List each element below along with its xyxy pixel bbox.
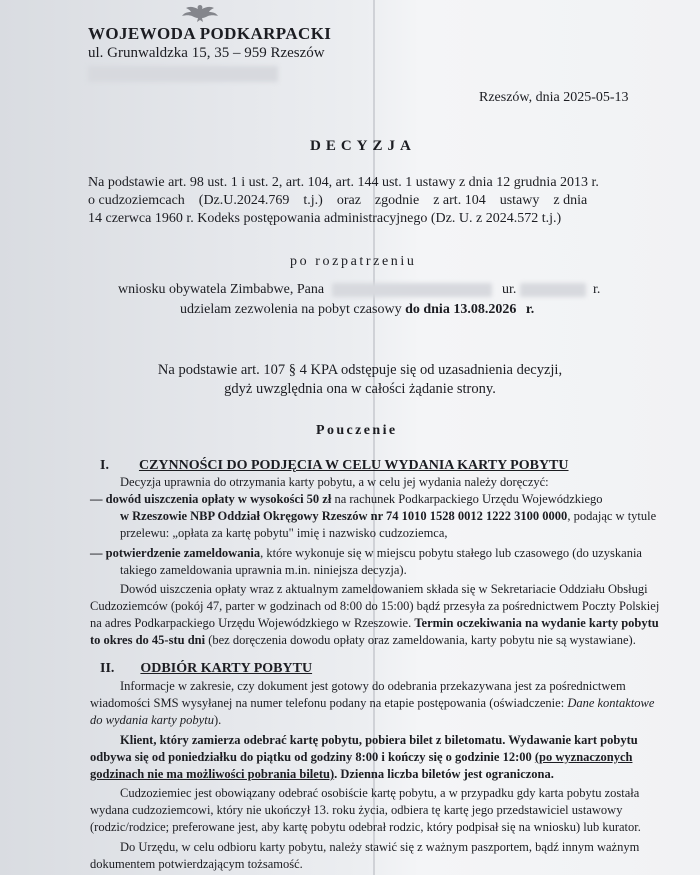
redacted-name (332, 283, 492, 297)
waiting-time-note: (bez doręczenia dowodu opłaty oraz zameldowania, karty pobytu nie są wystawiane). (205, 633, 636, 647)
legal-basis-line: Na podstawie art. 98 ust. 1 i ust. 2, art. 104, art. 144 ust. 1 ustawy z dnia 12 grudnia 2013 r. (88, 175, 599, 190)
submission-line: Dowód uiszczenia opłaty wraz z aktualnym zameldowaniem składa się w Sekretariacie Oddziału Obsługi (120, 582, 648, 596)
section-1-header (100, 456, 569, 474)
submission-line (90, 632, 660, 649)
list-dash: — (90, 546, 106, 560)
section-2-title: ODBIÓR KARTY POBYTU (140, 661, 313, 676)
list-item-cont: przelewu: „opłata za kartę pobytu" imię i nazwisko cudzoziemca, (120, 526, 448, 540)
contact-statement: Dane kontaktowe (567, 696, 655, 710)
submission-line: Cudzoziemców (pokój 47, parter w godzinach od 8:00 do 15:00) bądź przesyła za pośrednictwem Poczty Polskiej (90, 599, 660, 613)
application-text: wniosku obywatela Zimbabwe, Pana (118, 282, 325, 297)
document-title: DECYZJA (310, 138, 416, 154)
pickup-hours: odbywa się od poniedziałku do piątku od godziny 8:00 i kończy się o godzinie 12:00 (90, 750, 535, 764)
sms-info-line (90, 695, 660, 712)
ticket-text: Klient, który zamierza odebrać kartę pobytu, pobiera bilet z biletomatu. Wydawanie kart pobytu (120, 733, 638, 747)
personal-pickup-line: Cudzoziemiec jest obowiązany odebrać osobiście kartę pobytu, a w przypadku gdy karta pobytu została (120, 786, 640, 800)
sms-info-text: wiadomości SMS wysyłanej na numer telefonu podany na etapie postępowania (oświadczenie: (90, 696, 568, 710)
fee-account-owner: na rachunek Podkarpackiego Urzędu Wojewódzkiego (331, 492, 603, 506)
institution-address: ul. Grunwaldzka 15, 35 – 959 Rzeszów (88, 45, 325, 61)
list-dash: — (90, 492, 106, 506)
section-2-header (100, 659, 312, 677)
list-item-cont: takiego zameldowania uprawnia m.in. niniejsza decyzja). (120, 563, 407, 577)
legal-basis-line: 14 czerwca 1960 r. Kodeks postępowania administracyjnego (Dz. U. z 2024.572 t.j.) (88, 211, 562, 226)
year-suffix: r. (593, 282, 601, 297)
list-item (90, 545, 660, 562)
registration-text: , które wykonuje się w miejscu pobytu stałego lub czasowego (do uzyskania (260, 546, 642, 560)
submission-line (90, 615, 660, 632)
contact-statement-cont: do wydania karty pobytu (90, 713, 214, 727)
ticket-line (90, 732, 660, 749)
legal-basis-line: o cudzoziemcach (Dz.U.2024.769 t.j.) oraz zgodnie z art. 104 ustawy z dnia (88, 193, 588, 208)
section-1-title: CZYNNOŚCI DO PODJĘCIA W CELU WYDANIA KARTY POBYTU (138, 458, 569, 473)
application-line-1 (118, 282, 324, 298)
transfer-title-hint: , podając w tytule (567, 509, 657, 523)
eagle-emblem-icon (178, 2, 222, 24)
decision-date: Rzeszów, dnia 2025-05-13 (479, 90, 629, 105)
section-1-number: I. (100, 458, 109, 473)
personal-pickup-line: (rodzic/rodzice; preferowane jest, aby kartę pobytu odebrał rodzic, który podpisał się na wniosku) lub kurator. (90, 820, 641, 834)
kpa-line: Na podstawie art. 107 § 4 KPA odstępuje się od uzasadnienia decyzji, (157, 362, 563, 378)
submission-address: na adres Podkarpackiego Urzędu Wojewódzkiego w Rzeszowie. (90, 616, 415, 630)
kpa-note (140, 361, 580, 399)
permit-expiry: do dnia 13.08.2026 (405, 302, 517, 317)
after-review-heading: po rozpatrzeniu (290, 254, 417, 269)
pickup-hours-note-cont: godzinach nie ma możliwości pobrania biletu) (90, 767, 335, 781)
registration-proof: potwierdzenie zameldowania (105, 546, 261, 560)
id-requirement-line: Do Urzędu, w celu odbioru karty pobytu, należy stawić się z ważnym paszportem, bądź innym ważnym (120, 840, 640, 854)
ticket-limit: . Dzienna liczba biletów jest ograniczona. (334, 767, 554, 781)
permit-year-suffix: r. (525, 302, 535, 317)
sms-info-end: ). (213, 713, 222, 727)
section-2-body (90, 678, 660, 873)
redacted-birthdate (520, 283, 586, 297)
bank-account: w Rzeszowie NBP Oddział Okręgowy Rzeszów nr 74 1010 1528 0012 1222 3100 0000 (120, 509, 568, 523)
pickup-hours-note: (po wyznaczonych (534, 750, 633, 764)
list-item-cont (90, 508, 660, 525)
waiting-time-value: to okres do 45-stu dni (90, 633, 206, 647)
application-line-2 (180, 302, 534, 318)
section-2-number: II. (100, 661, 115, 676)
ticket-line (90, 749, 660, 766)
permit-text: udzielam zezwolenia na pobyt czasowy (180, 302, 402, 317)
section-1-intro: Decyzja uprawnia do otrzymania karty pobytu, a w celu jej wydania należy doręczyć: (120, 475, 549, 489)
redacted-block (88, 66, 278, 82)
sms-info-line (90, 712, 660, 729)
instruction-heading: Pouczenie (316, 423, 398, 438)
personal-pickup-line: wydana cudzoziemcowi, który nie ukończył 13. roku życia, odbiera tę kartę jego przedstawiciel ustawowy (90, 803, 623, 817)
waiting-time-label: Termin oczekiwania na wydanie karty pobytu (414, 616, 659, 630)
section-1-body (90, 474, 660, 649)
legal-basis (88, 174, 638, 228)
sms-info-line: Informacje w zakresie, czy dokument jest gotowy do odebrania przekazywana jest za pośrednictwem (120, 679, 626, 693)
kpa-line: gdyż uwzględnia ona w całości żądanie strony. (224, 381, 496, 397)
institution-name: WOJEWODA PODKARPACKI (88, 24, 332, 43)
list-item (90, 491, 660, 508)
fee-proof: dowód uiszczenia opłaty w wysokości 50 zł (105, 492, 332, 506)
born-label: ur. (502, 282, 517, 297)
id-requirement-line: dokumentem potwierdzającym tożsamość. (90, 857, 303, 871)
ticket-line (90, 766, 660, 783)
